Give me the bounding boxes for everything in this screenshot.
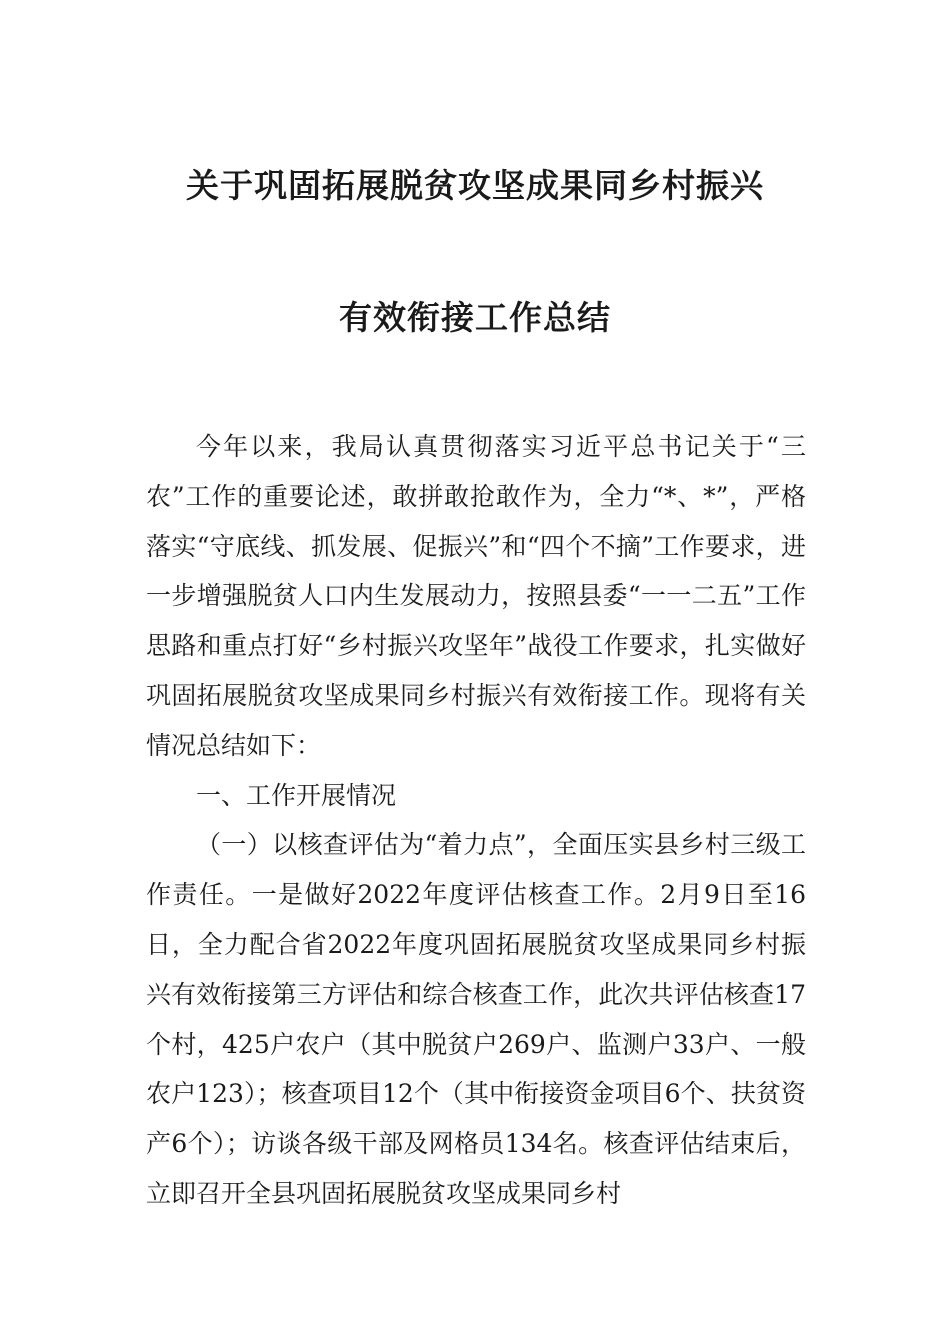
document-title-line-1: 关于巩固拓展脱贫攻坚成果同乡村振兴 — [186, 166, 764, 205]
document-title-line-2: 有效衔接工作总结 — [339, 298, 611, 337]
paragraph-subsection-1: （一）以核查评估为“着力点”，全面压实县乡村三级工作责任。一是做好2022年度评估核查工作。2月9日至16日，全力配合省2022年度巩固拓展脱贫攻坚成果同乡村振兴有效衔接第三方评估和综合核查工作，此次共评估核查17个村，425户农户（其中脱贫户269户、监测户33户、一般农户123）；核查项目12个（其中衔接资金项目6个、扶贫资产6个）；访谈各级干部及网格员134名。核查评估结束后，立即召开全县巩固拓展脱贫攻坚成果同乡村 — [146, 830, 806, 1208]
paragraph-intro: 今年以来，我局认真贯彻落实习近平总书记关于“三农”工作的重要论述，敢拼敢抢敢作为，全力“*、*”，严格落实“守底线、抓发展、促振兴”和“四个不摘”工作要求，进一步增强脱贫人口内生发展动力，按照县委“一一二五”工作思路和重点打好“乡村振兴攻坚年”战役工作要求，扎实做好巩固拓展脱贫攻坚成果同乡村振兴有效衔接工作。现将有关情况总结如下： — [146, 432, 806, 760]
section-heading: 一、工作开展情况 — [196, 780, 397, 810]
document-body — [146, 422, 806, 1219]
